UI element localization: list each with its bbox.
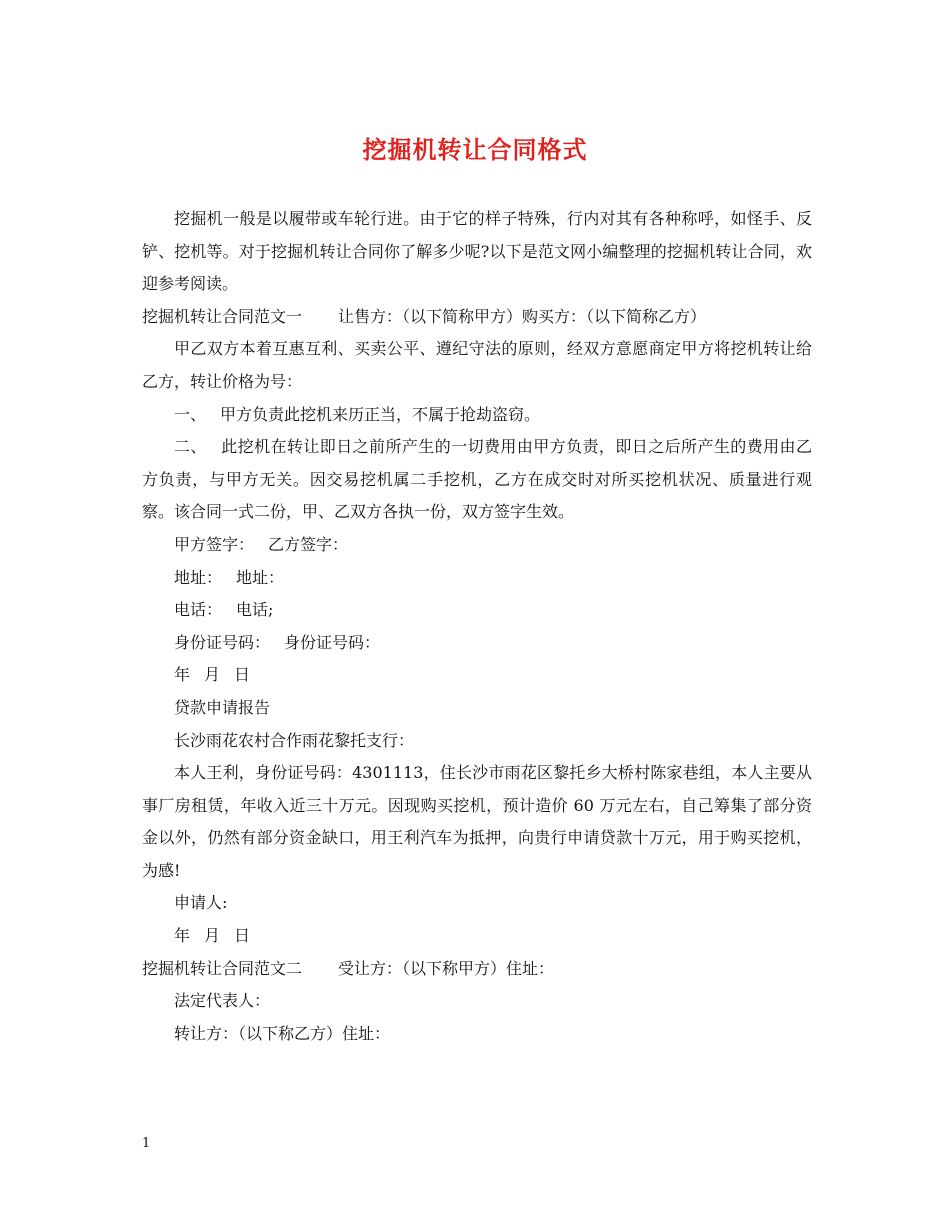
sample1-parties: 让售方：（以下简称甲方）购买方：（以下简称乙方） bbox=[338, 306, 707, 326]
sample2-party-b: 转让方：（以下称乙方）住址： bbox=[174, 1023, 391, 1043]
item-2-number: 二、 bbox=[174, 437, 207, 457]
id-party-b: 身份证号码： bbox=[284, 632, 381, 652]
address-party-a: 地址： bbox=[174, 567, 223, 587]
item-1-number: 一、 bbox=[174, 404, 207, 424]
sample2-heading-line bbox=[142, 953, 812, 986]
sample1-date-line bbox=[142, 659, 812, 692]
phone-party-b: 电话; bbox=[236, 600, 274, 620]
intro-paragraph: 挖掘机一般是以履带或车轮行进。由于它的样子特殊，行内对其有各种称呼，如怪手、反铲、挖机等。对于挖掘机转让合同你了解多少呢?以下是范文网小编整理的挖掘机转让合同，欢迎参考阅读。 bbox=[142, 209, 812, 294]
address-line bbox=[142, 562, 812, 595]
address-party-b: 地址： bbox=[236, 567, 285, 587]
date-month: 月 bbox=[204, 665, 221, 685]
date-year: 年 bbox=[174, 665, 191, 685]
sample1-item-1 bbox=[142, 399, 812, 432]
id-number-line bbox=[142, 627, 812, 660]
date-day: 日 bbox=[234, 926, 251, 946]
signature-party-a: 甲方签字： bbox=[174, 534, 255, 554]
id-party-a: 身份证号码： bbox=[174, 632, 271, 652]
loan-addressee: 长沙雨花农村合作雨花黎托支行： bbox=[174, 730, 415, 750]
document-body bbox=[142, 203, 812, 1050]
sample1-heading: 挖掘机转让合同范文一 bbox=[142, 306, 303, 326]
item-1-text: 甲方负责此挖机来历正当，不属于抢劫盗窃。 bbox=[220, 404, 541, 424]
loan-body: 本人王利，身份证号码：4301113，住长沙市雨花区黎托乡大桥村陈家巷组，本人主要从事厂房租赁，年收入近三十万元。因现购买挖机，预计造价 60 万元左右，自己筹集了部分资金以外，仍然有部分资金缺口，用王利汽车为抵押，向贵行申请贷款十万元，用于购买挖机，为感! bbox=[142, 763, 812, 880]
signature-party-b: 乙方签字： bbox=[268, 534, 349, 554]
sample1-item-2 bbox=[142, 431, 812, 529]
loan-heading: 贷款申请报告 bbox=[174, 697, 271, 717]
date-month: 月 bbox=[204, 926, 221, 946]
document-title: 挖掘机转让合同格式 bbox=[362, 135, 588, 164]
sample2-party-a: 受让方：（以下称甲方）住址： bbox=[338, 958, 555, 978]
sample1-heading-line bbox=[142, 301, 812, 334]
sample1-paragraph-1: 甲乙双方本着互惠互利、买卖公平、遵纪守法的原则，经双方意愿商定甲方将挖机转让给乙方，转让价格为号： bbox=[142, 339, 812, 391]
loan-applicant: 申请人: bbox=[174, 893, 228, 913]
page-number: 1 bbox=[142, 1136, 151, 1151]
item-2-text: 此挖机在转让即日之前所产生的一切费用由甲方负责，即日之后所产生的费用由乙方负责，与甲方无关。因交易挖机属二手挖机，乙方在成交时对所买挖机状况、质量进行观察。该合同一式二份，甲、乙双方各执一份，双方签字生效。 bbox=[142, 437, 812, 522]
date-year: 年 bbox=[174, 926, 191, 946]
phone-party-a: 电话： bbox=[174, 600, 223, 620]
sample2-legal-rep: 法定代表人： bbox=[174, 991, 271, 1011]
date-day: 日 bbox=[234, 665, 251, 685]
loan-date-line bbox=[142, 920, 812, 953]
phone-line bbox=[142, 594, 812, 627]
signature-line bbox=[142, 529, 812, 562]
sample2-heading: 挖掘机转让合同范文二 bbox=[142, 958, 303, 978]
